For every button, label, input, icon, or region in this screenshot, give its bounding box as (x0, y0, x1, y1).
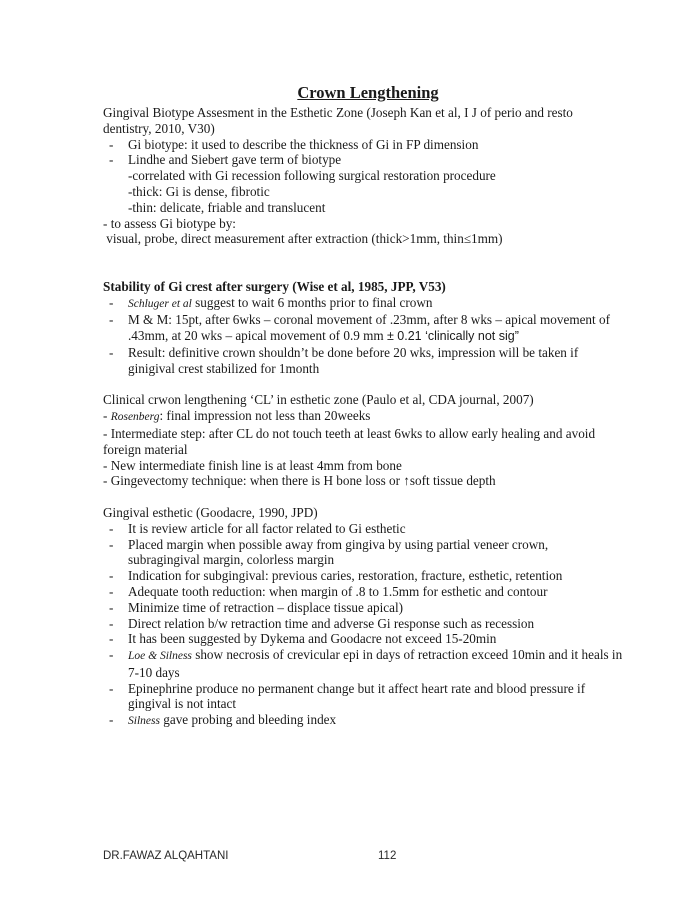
list-item (103, 312, 623, 345)
list-item: - Gi biotype: it used to describe the thickness of Gi in FP dimension (103, 137, 623, 153)
section-heading: Gingival esthetic (Goodacre, 1990, JPD) (103, 504, 318, 520)
list-item (103, 647, 623, 681)
assess-label: - to assess Gi biotype by: (103, 215, 236, 231)
section-gingival-biotype (103, 105, 623, 247)
footer-author: DR.FAWAZ ALQAHTANI (103, 850, 229, 862)
assess-text: visual, probe, direct measurement after extraction (thick>1mm, thin≤1mm) (103, 231, 503, 247)
author-name: Silness (128, 715, 160, 728)
list-item: - Epinephrine produce no permanent change but it affect heart rate and blood pressure if gingival is not intact (103, 681, 623, 713)
list-item (103, 295, 623, 313)
sub-item: -thick: Gi is dense, fibrotic (128, 183, 270, 199)
list-item: - Indication for subgingival: previous caries, restoration, fracture, esthetic, retention (103, 568, 623, 584)
esthetic-list (103, 521, 623, 730)
document-page (103, 84, 623, 730)
section-gi-crest-stability (103, 279, 623, 377)
crest-list (103, 295, 623, 377)
section-heading: Clinical crwon lengthening ‘CL’ in esthetic zone (Paulo et al, CDA journal, 2007) (103, 392, 534, 408)
sub-item: -thin: delicate, friable and translucent (128, 199, 326, 215)
list-item: - It is review article for all factor related to Gi esthetic (103, 521, 623, 537)
spacer (103, 247, 623, 279)
biotype-sublist (103, 168, 623, 215)
cl-line: - Rosenberg: final impression not less than 20weeks (103, 408, 371, 424)
biotype-list (103, 137, 623, 169)
list-item: - Direct relation b/w retraction time and adverse Gi response such as recession (103, 616, 623, 632)
spacer (103, 377, 623, 393)
page-title: Crown Lengthening (297, 83, 439, 102)
section-gingival-esthetic (103, 505, 623, 730)
cl-line: - Gingevectomy technique: when there is H bone loss or ↑soft tissue depth (103, 473, 496, 489)
spacer (103, 489, 623, 505)
author-name: Loe & Silness (128, 650, 192, 663)
item-text: : final impression not less than 20weeks (159, 408, 371, 424)
list-item (103, 712, 623, 730)
section-heading: Stability of Gi crest after surgery (Wise et al, 1985, JPP, V53) (103, 278, 446, 294)
biotype-intro: Gingival Biotype Assesment in the Esthetic Zone (Joseph Kan et al, I J of perio and resto dentistry, 2010, V30) (103, 105, 573, 136)
section-clinical-crown-lengthening (103, 392, 623, 489)
sub-item: -correlated with Gi recession following surgical restoration procedure (128, 168, 496, 184)
item-text: M & M: 15pt, after 6wks – coronal movement of .23mm, after 8 wks – apical movement of .43mm, at 20 wks – apical movement of 0.9 mm (128, 312, 610, 344)
item-tail: ± 0.21 ‘clinically not sig” (386, 329, 519, 344)
item-text: gave probing and bleeding index (159, 712, 337, 728)
list-item: - Placed margin when possible away from gingiva by using partial veneer crown, subragingival margin, colorless margin (103, 537, 623, 569)
cl-line: - Intermediate step: after CL do not touch teeth at least 6wks to allow early healing and avoid foreign material (103, 425, 596, 457)
page-footer (103, 850, 523, 866)
list-item: - Minimize time of retraction – displace tissue apical) (103, 600, 623, 616)
item-text: show necrosis of crevicular epi in days of retraction exceed 10min and it heals in 7-10 days (128, 647, 623, 680)
list-item: - Lindhe and Siebert gave term of biotype (103, 152, 623, 168)
author-name: Rosenberg (110, 411, 160, 424)
author-name: Schluger et al (128, 297, 192, 310)
list-item: - It has been suggested by Dykema and Goodacre not exceed 15-20min (103, 631, 623, 647)
list-item: - Result: definitive crown shouldn’t be done before 20 wks, impression will be taken if ginigival crest stabilized for 1month (103, 345, 623, 377)
cl-line: - New intermediate finish line is at least 4mm from bone (103, 457, 402, 473)
list-item: - Adequate tooth reduction: when margin of .8 to 1.5mm for esthetic and contour (103, 584, 623, 600)
item-text: suggest to wait 6 months prior to final crown (191, 294, 433, 310)
page-number: 112 (378, 850, 397, 862)
